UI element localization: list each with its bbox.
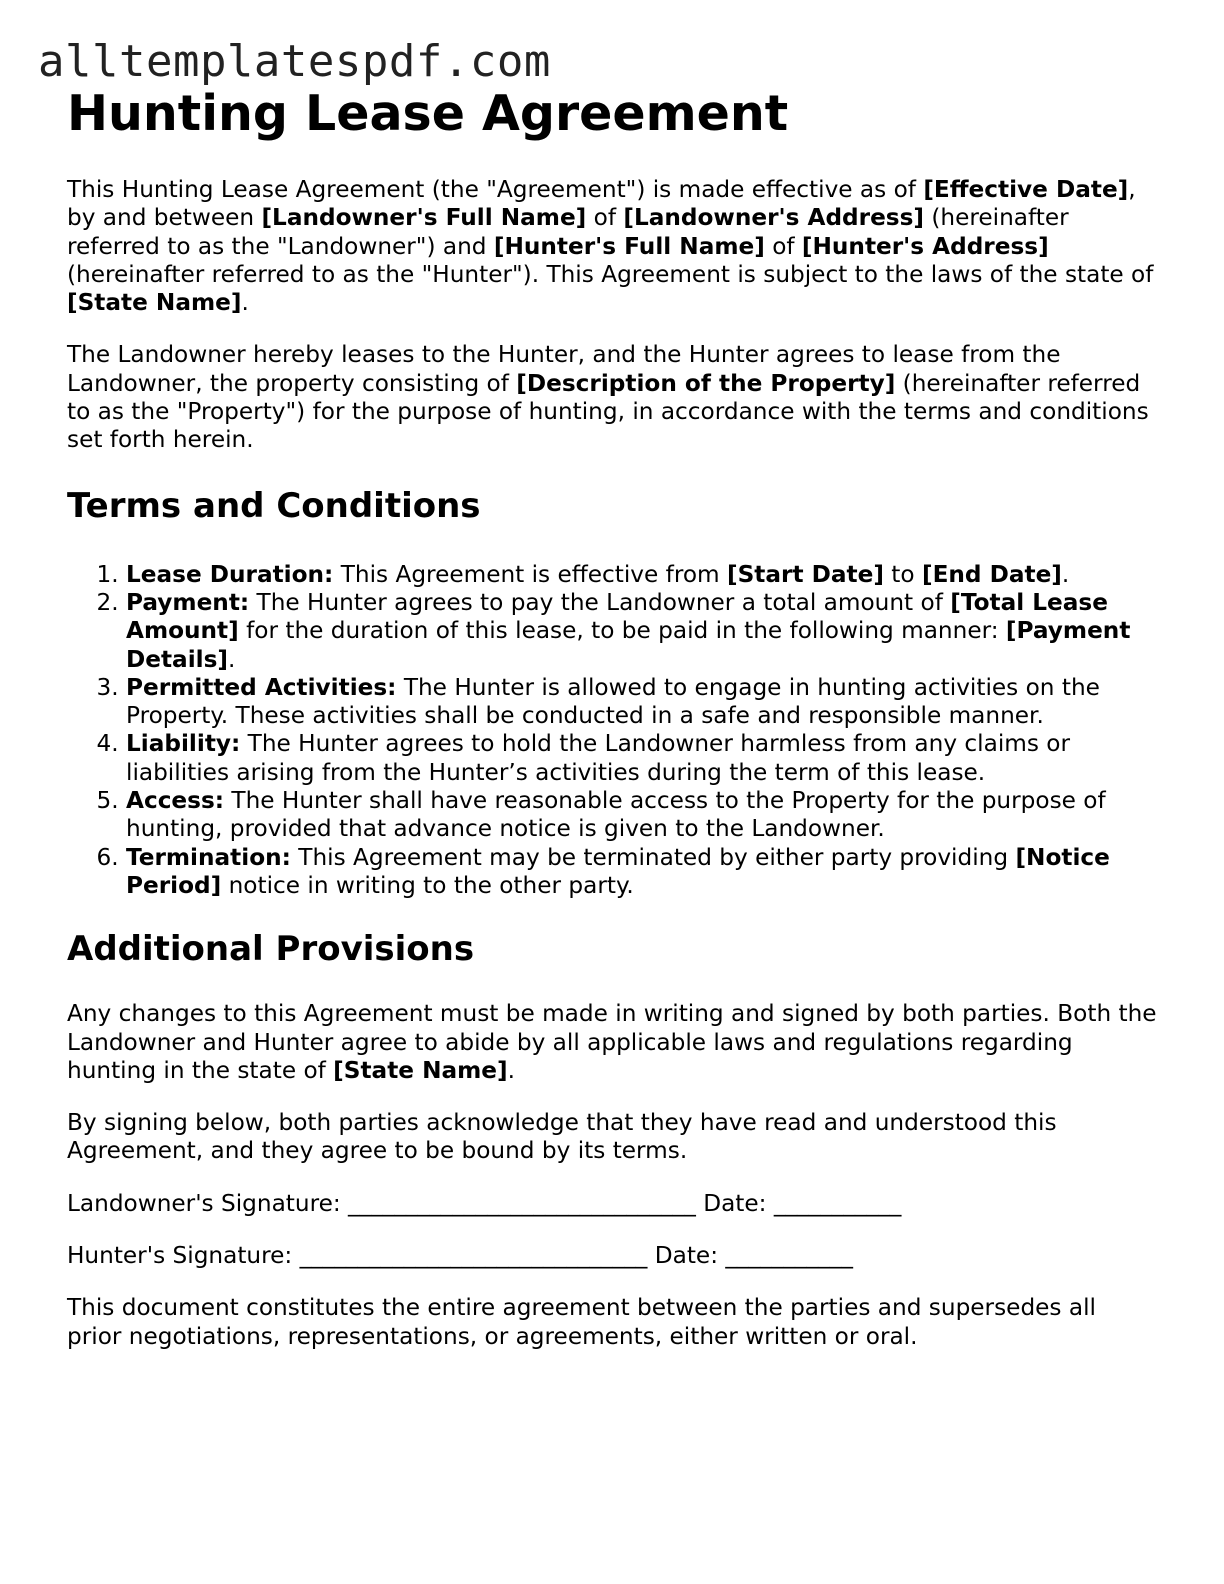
total-lease-amount-placeholder: [Total Lease Amount]	[126, 588, 1108, 645]
entire-agreement-paragraph: This document constitutes the entire agreement between the parties and supersedes all prior negotiations, representations, or agreements, either written or oral.	[67, 1294, 1096, 1350]
acknowledge-paragraph: By signing below, both parties acknowledge that they have read and understood this Agreement, and they agree to be bound by its terms.	[67, 1109, 1057, 1165]
term-access: 5. Access: The Hunter shall have reasonable access to the Property for the purpose of hunting, provided that advance notice is given to the Landowner.	[126, 787, 1157, 844]
state-name-placeholder: [State Name]	[333, 1056, 508, 1084]
term-permitted-activities: 3. Permitted Activities: The Hunter is allowed to engage in hunting activities on the Property. These activities shall be conducted in a safe and responsible manner.	[126, 674, 1157, 731]
term-lease-duration: 1. Lease Duration: This Agreement is effective from [Start Date] to [End Date].	[126, 561, 1157, 589]
lease-paragraph: The Landowner hereby leases to the Hunter, and the Hunter agrees to lease from the Landowner, the property consisting of [Description of the Property] (hereinafter referred to as the "Property") for the purpose of hunting, in accordance with the terms and conditions set forth herein.	[67, 341, 1149, 454]
term-payment: 2. Payment: The Hunter agrees to pay the Landowner a total amount of [Total Lease Amount] for the duration of this lease, to be paid in the following manner: [Payment Details].	[126, 589, 1157, 674]
notice-period-placeholder: [Notice Period]	[126, 843, 1110, 899]
payment-details-placeholder: [Payment Details]	[126, 617, 1131, 673]
state-name-placeholder: [State Name]	[67, 289, 242, 317]
intro-paragraph: This Hunting Lease Agreement (the "Agreement") is made effective as of [Effective Date], by and between [Landowner's Full Name] of [Landowner's Address] (hereinafter referred to as the "Landowner") and [Hunter's Full Name] of [Hunter's Address] (hereinafter referred to as the "Hunter"). This Agreement is subject to the laws of the state of [State Name].	[67, 176, 1154, 317]
end-date-placeholder: [End Date]	[921, 560, 1062, 588]
hunter-address-placeholder: [Hunter's Address]	[801, 232, 1049, 260]
hunter-name-placeholder: [Hunter's Full Name]	[493, 232, 765, 260]
document-body	[67, 84, 1157, 1351]
additional-provisions-heading: Additional Provisions	[67, 929, 475, 970]
effective-date-placeholder: [Effective Date]	[923, 176, 1129, 203]
terms-heading: Terms and Conditions	[67, 485, 481, 526]
property-description-placeholder: [Description of the Property]	[516, 369, 896, 397]
start-date-placeholder: [Start Date]	[727, 560, 884, 588]
terms-list	[67, 561, 1157, 901]
term-liability: 4. Liability: The Hunter agrees to hold the Landowner harmless from any claims or liabilities arising from the Hunter’s activities during the term of this lease.	[126, 730, 1157, 787]
page-title: Hunting Lease Agreement	[67, 85, 789, 142]
changes-paragraph: Any changes to this Agreement must be made in writing and signed by both parties. Both the Landowner and Hunter agree to abide by all applicable laws and regulations regarding hunting in the state of [State Name].	[67, 1000, 1157, 1084]
term-termination: 6. Termination: This Agreement may be terminated by either party providing [Notice Period] notice in writing to the other party.	[126, 844, 1157, 901]
site-watermark: alltemplatespdf.com	[38, 36, 551, 87]
hunter-signature-line: Hunter's Signature: ______________________________ Date: ___________	[67, 1242, 853, 1270]
landowner-signature-line: Landowner's Signature: ______________________________ Date: ___________	[67, 1189, 902, 1217]
landowner-address-placeholder: [Landowner's Address]	[623, 204, 924, 232]
landowner-name-placeholder: [Landowner's Full Name]	[261, 204, 587, 232]
